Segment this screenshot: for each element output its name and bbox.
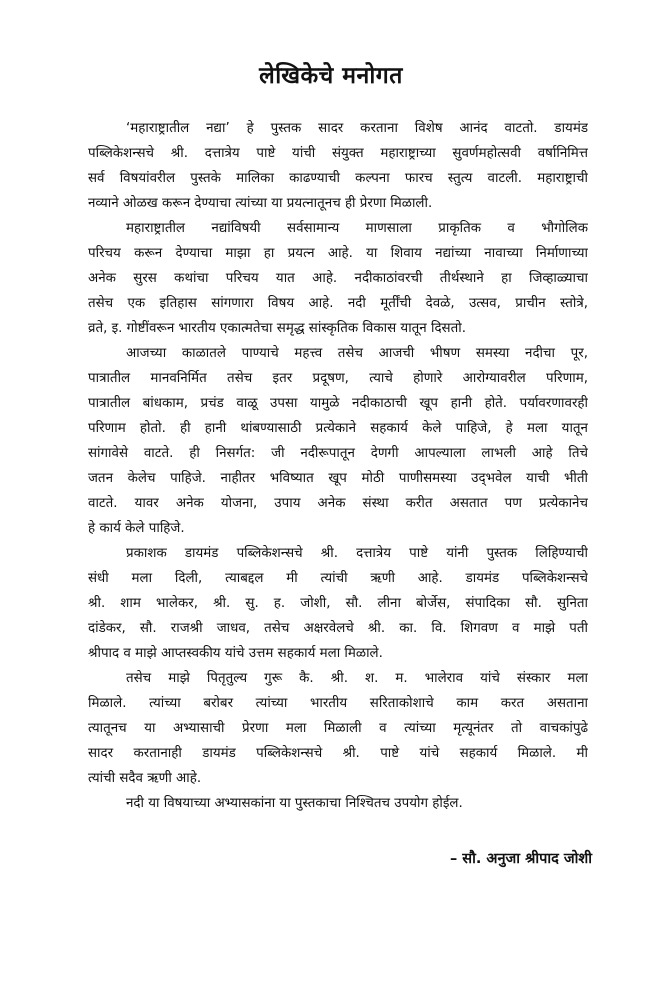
paragraph-line: नदी या विषयाच्या अभ्यासकांना या पुस्तकाचा निश्चितच उपयोग होईल.: [126, 796, 463, 811]
paragraph-line: अनेक सुरस कथांचा परिचय यात आहे. नदीकाठांवरची तीर्थस्थाने हा जिव्हाळ्याचा: [88, 271, 588, 286]
paragraph: [88, 116, 588, 216]
paragraph-line: त्यातूनच या अभ्यासाची प्रेरणा मला मिळाली व त्यांच्या मृत्यूनंतर तो वाचकांपुढे: [88, 721, 588, 736]
paragraph-line: मिळाले. त्यांच्या बरोबर त्यांच्या भारतीय सरिताकोशाचे काम करत असताना: [88, 696, 588, 711]
paragraph-line: दांडेकर, सौ. राजश्री जाधव, तसेच अक्षरवेलचे श्री. का. वि. शिगवण व माझे पती: [88, 621, 588, 636]
paragraph-line: पात्रातील मानवनिर्मित तसेच इतर प्रदूषण, त्याचे होणारे आरोग्यावरील परिणाम,: [88, 371, 588, 386]
paragraph: [88, 541, 588, 666]
paragraph: [88, 216, 588, 341]
page-title: लेखिकेचे मनोगत: [259, 63, 403, 89]
paragraph-line: तसेच एक इतिहास सांगणारा विषय आहे. नदी मूर्तींची देवळे, उत्सव, प्राचीन स्तोत्रे,: [88, 296, 588, 311]
paragraph-line: परिणाम होतो. ही हानी थांबण्यासाठी प्रत्येकाने सहकार्य केले पाहिजे, हे मला यातून: [88, 421, 588, 436]
paragraph-line: त्यांची सदैव ऋणी आहे.: [88, 771, 202, 786]
author-signature: – सौ. अनुजा श्रीपाद जोशी: [450, 851, 592, 867]
paragraph-line: संधी मला दिली, त्याबद्दल मी त्यांची ऋणी आहे. डायमंड पब्लिकेशन्सचे: [88, 571, 588, 586]
paragraph-line: तसेच माझे पितृतुल्य गुरू कै. श्री. श. म. भालेराव यांचे संस्कार मला: [126, 671, 588, 686]
paragraph-line: जतन केलेच पाहिजे. नाहीतर भविष्यात खूप मोठी पाणीसमस्या उद्‌भवेल याची भीती: [88, 471, 588, 486]
preface-body: [88, 116, 588, 816]
paragraph-line: व्रते, इ. गोष्टींवरून भारतीय एकात्मतेचा समृद्ध सांस्कृतिक विकास यातून दिसतो.: [88, 321, 466, 336]
paragraph-line: पात्रातील बांधकाम, प्रचंड वाळू उपसा यामुळे नदीकाठाची खूप हानी होते. पर्यावरणावरही: [88, 396, 588, 411]
paragraph-line: महाराष्ट्रातील नद्यांविषयी सर्वसामान्य माणसाला प्राकृतिक व भौगोलिक: [126, 221, 588, 236]
paragraph-line: सर्व विषयांवरील पुस्तके मालिका काढण्याची कल्पना फारच स्तुत्य वाटली. महाराष्ट्राची: [88, 171, 588, 186]
paragraph-line: श्री. शाम भालेकर, श्री. सु. ह. जोशी, सौ. लीना बोर्जेस, संपादिका सौ. सुनिता: [88, 596, 588, 611]
paragraph-line: पब्लिकेशन्सचे श्री. दत्तात्रेय पाष्टे यांची संयुक्त महाराष्ट्राच्या सुवर्णमहोत्सवी वर्षानिमित्त: [88, 146, 588, 161]
paragraph-line: नव्याने ओळख करून देण्याचा त्यांच्या या प्रयत्नातूनच ही प्रेरणा मिळाली.: [88, 196, 433, 211]
paragraph-line: आजच्या काळातले पाण्याचे महत्त्व तसेच आजची भीषण समस्या नदीचा पूर,: [126, 346, 588, 361]
paragraph-line: परिचय करून देण्याचा माझा हा प्रयत्न आहे. या शिवाय नद्यांच्या नावाच्या निर्माणाच्या: [88, 246, 588, 261]
paragraph-line: सादर करतानाही डायमंड पब्लिकेशन्सचे श्री. पाष्टे यांचे सहकार्य मिळाले. मी: [88, 746, 588, 761]
paragraph-line: प्रकाशक डायमंड पब्लिकेशन्सचे श्री. दत्तात्रेय पाष्टे यांनी पुस्तक लिहिण्याची: [126, 546, 588, 561]
paragraph: [88, 341, 588, 541]
paragraph: [88, 791, 588, 816]
paragraph-line: ‘महाराष्ट्रातील नद्या’ हे पुस्तक सादर करताना विशेष आनंद वाटतो. डायमंड: [126, 121, 588, 136]
paragraph-line: हे कार्य केले पाहिजे.: [88, 521, 185, 536]
paragraph: [88, 666, 588, 791]
paragraph-line: सांगावेसे वाटते. ही निसर्गत: जी नदीरूपातून देणगी आपल्याला लाभली आहे तिचे: [88, 446, 588, 461]
paragraph-line: श्रीपाद व माझे आप्तस्वकीय यांचे उत्तम सहकार्य मला मिळाले.: [88, 646, 383, 661]
paragraph-line: वाटते. यावर अनेक योजना, उपाय अनेक संस्था करीत असतात पण प्रत्येकानेच: [88, 496, 588, 511]
